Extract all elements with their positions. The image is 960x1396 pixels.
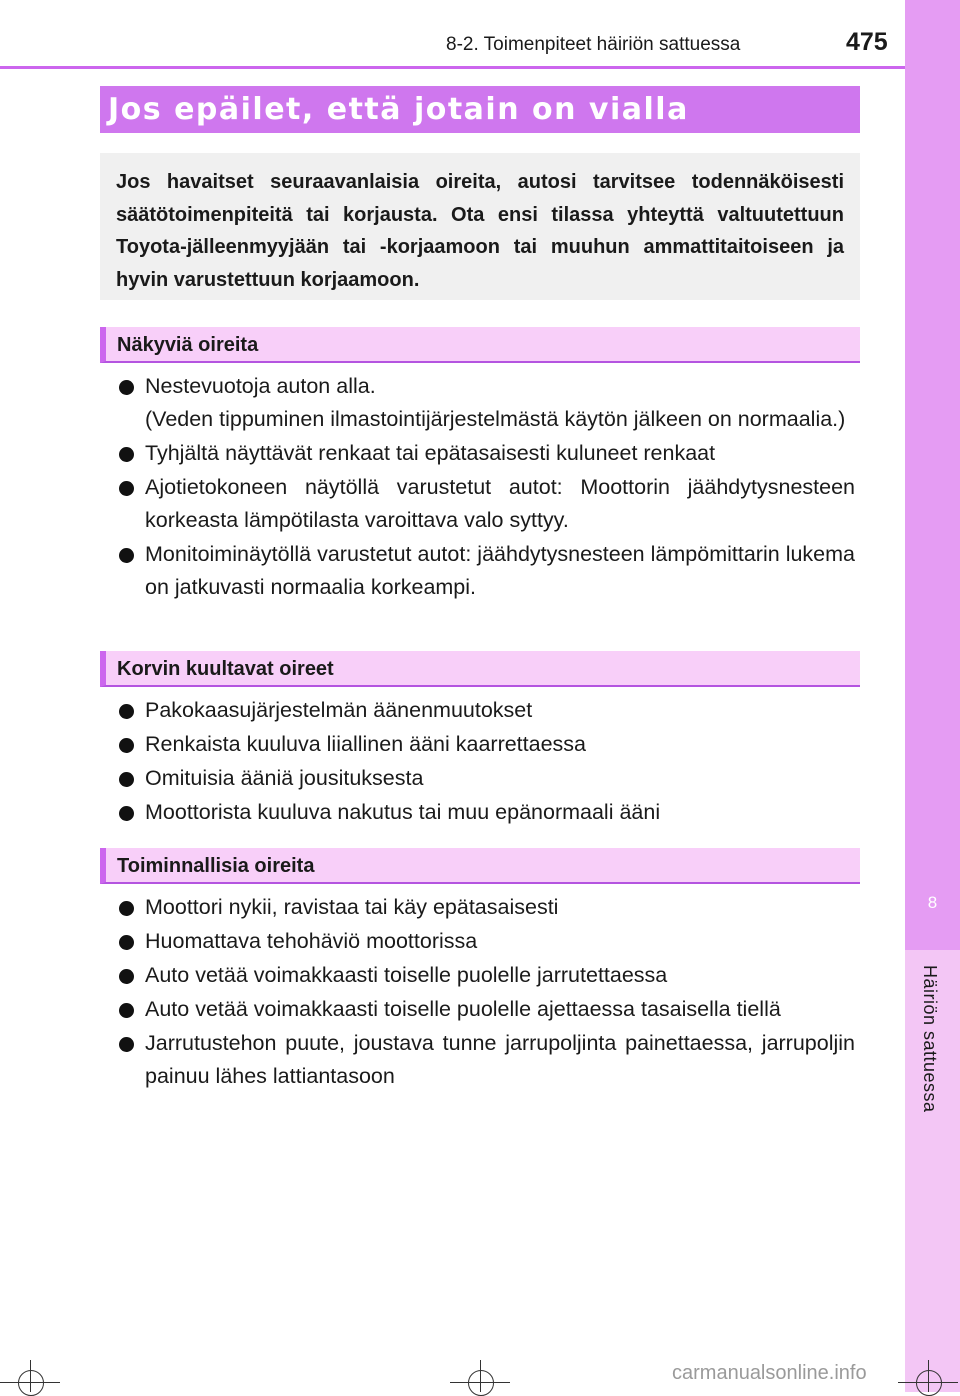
item-text: Huomattava tehohäviö moottorissa <box>145 929 478 953</box>
intro-box: Jos havaitset seuraavanlaisia oireita, autosi tarvitsee todennäköisesti säätötoimenpiteitä tai korjausta. Ota ensi tilassa yhteyttä valtuutettuun Toyota-jälleenmyyjään tai -korjaamoon tai muuhun ammattitaitoiseen ja hyvin varustettuun korjaamoon. <box>100 153 860 300</box>
bullet-icon <box>119 806 134 821</box>
header-divider <box>0 66 905 69</box>
bullet-icon <box>119 935 134 950</box>
list-item <box>145 1027 855 1093</box>
header-section-title: 8-2. Toimenpiteet häiriön sattuessa <box>446 34 741 55</box>
section-heading-visible: Näkyviä oireita <box>100 327 860 363</box>
bullet-icon <box>119 772 134 787</box>
item-text: Nestevuotoja auton alla. <box>145 374 376 398</box>
bullet-icon <box>119 1037 134 1052</box>
page-title: Jos epäilet, että jotain on vialla <box>100 86 860 133</box>
list-item <box>145 891 855 924</box>
section-heading-audible: Korvin kuultavat oireet <box>100 651 860 687</box>
bullet-icon <box>119 548 134 563</box>
watermark: carmanualsonline.info <box>672 1362 867 1384</box>
item-note: (Veden tippuminen ilmastointijärjestelmästä käytön jälkeen on normaalia.) <box>145 407 846 431</box>
list-item <box>145 728 855 761</box>
bullet-icon <box>119 738 134 753</box>
bullet-icon <box>119 704 134 719</box>
audible-symptoms-list <box>0 694 855 830</box>
bullet-icon <box>119 901 134 916</box>
operational-symptoms-list <box>0 891 855 1094</box>
item-text: Auto vetää voimakkaasti toiselle puolelle jarrutettaessa <box>145 963 668 987</box>
item-text: Auto vetää voimakkaasti toiselle puolelle ajettaessa tasaisella tiellä <box>145 997 781 1021</box>
item-text: Moottorista kuuluva nakutus tai muu epänormaali ääni <box>145 800 661 824</box>
list-item <box>145 762 855 795</box>
list-item <box>145 538 855 604</box>
chapter-side-tab <box>905 0 960 1392</box>
bullet-icon <box>119 447 134 462</box>
list-item <box>145 471 855 537</box>
page-number: 475 <box>846 28 888 56</box>
list-item <box>145 437 855 470</box>
bullet-icon <box>119 481 134 496</box>
visible-symptoms-list <box>0 370 855 605</box>
item-text: Pakokaasujärjestelmän äänenmuutokset <box>145 698 533 722</box>
list-item <box>145 959 855 992</box>
item-text: Renkaista kuuluva liiallinen ääni kaarrettaessa <box>145 732 587 756</box>
item-text: Moottori nykii, ravistaa tai käy epätasaisesti <box>145 895 559 919</box>
list-item <box>145 993 855 1026</box>
list-item <box>145 694 855 727</box>
bullet-icon <box>119 969 134 984</box>
bullet-icon <box>119 1003 134 1018</box>
item-text: Monitoiminäytöllä varustetut autot: jäähdytysnesteen lämpömittarin lukema on jatkuvasti normaalia korkeampi. <box>145 542 855 599</box>
list-item <box>145 370 855 436</box>
item-text: Omituisia ääniä jousituksesta <box>145 766 424 790</box>
section-heading-operational: Toiminnallisia oireita <box>100 848 860 884</box>
bullet-icon <box>119 380 134 395</box>
item-text: Ajotietokoneen näytöllä varustetut autot: Moottorin jäähdytysnesteen korkeasta lämpötilasta varoittava valo syttyy. <box>145 475 855 532</box>
item-text: Tyhjältä näyttävät renkaat tai epätasaisesti kuluneet renkaat <box>145 441 716 465</box>
chapter-number: 8 <box>927 893 938 912</box>
list-item <box>145 796 855 829</box>
list-item <box>145 925 855 958</box>
item-text: Jarrutustehon puute, joustava tunne jarrupoljinta painettaessa, jarrupoljin painuu lähes lattiantasoon <box>145 1031 855 1088</box>
chapter-title: Häiriön sattuessa <box>920 965 940 1113</box>
chapter-tab-box <box>905 0 960 950</box>
